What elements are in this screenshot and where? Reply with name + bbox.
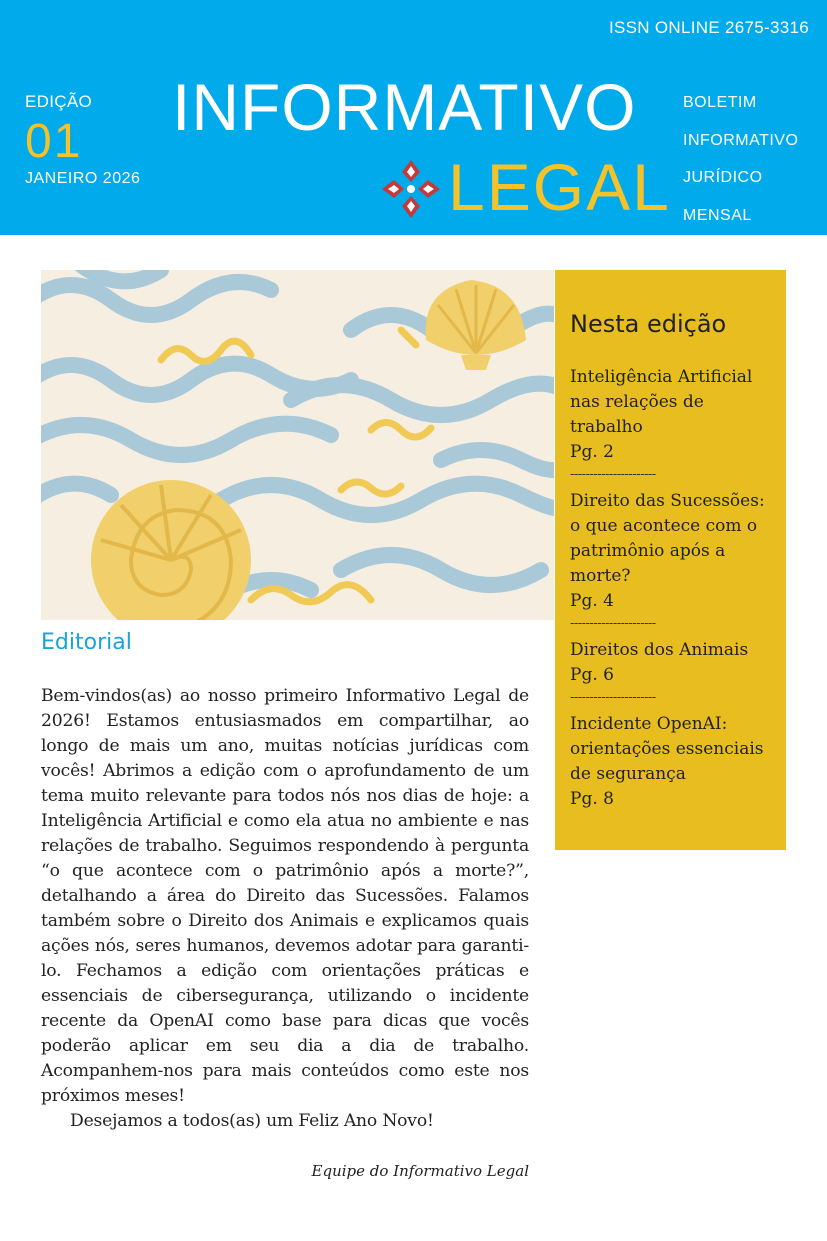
tagline-line: MENSAL <box>683 206 752 224</box>
toc-item[interactable] <box>570 712 770 812</box>
toc-separator: ---------------------- <box>570 616 656 631</box>
tagline-line: INFORMATIVO <box>683 131 799 149</box>
editorial-paragraph: Bem-vindos(as) ao nosso primeiro Informativo Legal de 2026! Estamos entusiasmados em compartilhar, ao longo de mais um ano, muitas notícias jurídicas com vocês! Abrimos a edição com o aprofundamento de um tema muito relevante para todos nós nos dias de hoje: a Inteligência Artificial e como ela atua no ambiente e nas relações de trabalho. Seguimos respondendo à pergunta “o que acontece com o patrimônio após a morte?”, detalhando a área do Direito das Sucessões. Falamos também sobre o Direito dos Animais e explicamos quais ações nós, seres humanos, devemos adotar para garanti-lo. Fechamos a edição com orientações práticas e essenciais de cibersegurança, utilizando o incidente recente da OpenAI como base para dicas que vocês poderão aplicar em seu dia a dia de trabalho. Acompanhem-nos para mais conteúdos como este nos próximos meses! <box>41 686 529 1106</box>
toc-item[interactable] <box>570 365 770 465</box>
issn-label: ISSN ONLINE 2675-3316 <box>608 18 809 37</box>
edition-block <box>25 92 140 188</box>
toc-item[interactable] <box>570 489 770 614</box>
toc-separator: ---------------------- <box>570 690 656 705</box>
toc-separator: ---------------------- <box>570 467 656 482</box>
editorial-body <box>41 684 529 1134</box>
tagline <box>683 84 798 234</box>
toc-item-page: Pg. 4 <box>570 591 614 611</box>
masthead <box>0 0 827 235</box>
table-of-contents <box>555 270 786 850</box>
toc-item-page: Pg. 8 <box>570 789 614 809</box>
toc-item-title: Incidente OpenAI: orientações essenciais de segurança <box>570 714 764 784</box>
toc-title: Nesta edição <box>570 310 727 338</box>
edition-number: 01 <box>25 115 83 168</box>
toc-item-title: Direitos dos Animais <box>570 640 749 660</box>
masthead-subtitle: LEGAL <box>448 150 671 224</box>
editorial-signature: Equipe do Informativo Legal <box>311 1162 529 1180</box>
diamond-cross-icon <box>380 158 442 220</box>
seashell-waves-illustration <box>41 270 554 620</box>
toc-item-page: Pg. 6 <box>570 665 614 685</box>
editorial-closing: Desejamos a todos(as) um Feliz Ano Novo! <box>70 1111 434 1131</box>
editorial-heading: Editorial <box>41 630 132 655</box>
toc-item[interactable] <box>570 638 770 688</box>
toc-item-title: Inteligência Artificial nas relações de trabalho <box>570 367 753 437</box>
tagline-line: BOLETIM <box>683 94 757 111</box>
hero-illustration <box>41 270 554 620</box>
tagline-line: JURÍDICO <box>683 169 763 186</box>
toc-item-title: Direito das Sucessões: o que acontece com o patrimônio após a morte? <box>570 491 765 586</box>
edition-label: EDIÇÃO <box>25 92 92 111</box>
masthead-title: INFORMATIVO <box>172 70 637 144</box>
edition-date: JANEIRO 2026 <box>25 170 141 187</box>
toc-item-page: Pg. 2 <box>570 442 614 462</box>
